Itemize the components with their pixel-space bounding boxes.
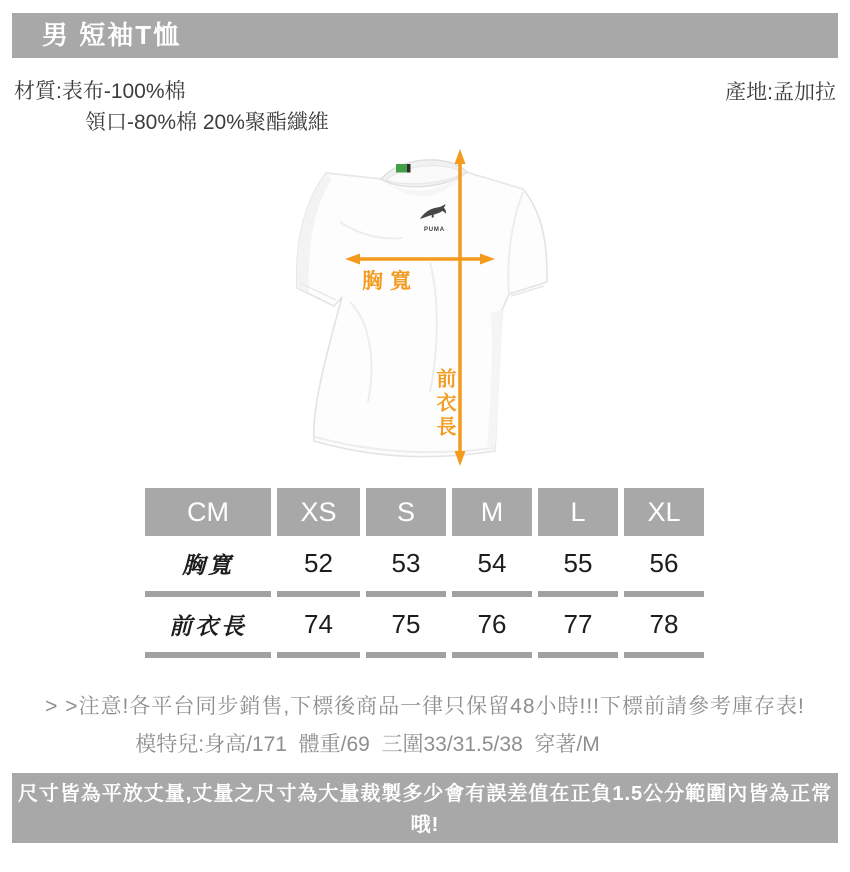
table-header-s: S xyxy=(366,488,446,536)
chest-value-s: 53 xyxy=(391,548,421,578)
arrowhead-up xyxy=(455,149,466,164)
title-bar xyxy=(12,13,838,58)
chest-value-m: 54 xyxy=(477,548,507,578)
table-divider xyxy=(145,652,271,658)
chest-value-xs: 52 xyxy=(304,548,333,578)
arrowhead-down xyxy=(455,451,466,466)
length-value-l: 77 xyxy=(563,609,593,639)
length-value-xl: 78 xyxy=(649,609,679,639)
chest-value-l: 55 xyxy=(563,548,593,578)
neck-tag xyxy=(396,164,411,173)
origin-info: 產地:孟加拉 xyxy=(725,81,836,104)
disclaimer-bar xyxy=(12,773,838,867)
disclaimer-line-2: 因拍照光線及螢幕顯示略有色差,顏色以實物為準。 xyxy=(190,845,660,867)
model-info: 模特兒:身高/171 體重/69 三圍33/31.5/38 穿著/M xyxy=(135,733,600,756)
notice-text: > >注意!各平台同步銷售,下標後商品一律只保留48小時!!!下標前請參考庫存表! xyxy=(45,695,805,718)
front-length-label: 前衣長 xyxy=(433,368,455,440)
table-header-l: L xyxy=(538,488,618,536)
table-header-cm: CM xyxy=(145,488,271,536)
row-label-length: 前衣長 xyxy=(169,613,247,639)
table-divider xyxy=(452,652,532,658)
tshirt-body xyxy=(297,172,547,457)
length-value-s: 75 xyxy=(391,609,421,639)
length-value-m: 76 xyxy=(477,609,507,639)
disclaimer-line-1: 尺寸皆為平放丈量,丈量之尺寸為大量裁製多少會有誤差值在正負1.5公分範圍內皆為正常哦! xyxy=(17,783,833,836)
chest-width-label: 胸寬 xyxy=(362,270,418,293)
table-header-xs: XS xyxy=(277,488,360,536)
material-line-2: 領口-80%棉 20%聚酯纖維 xyxy=(85,111,329,134)
material-info xyxy=(14,76,329,138)
table-divider xyxy=(538,652,618,658)
puma-logo-text: PUMA xyxy=(424,227,445,233)
table-header-xl: XL xyxy=(624,488,704,536)
material-line-1: 材質:表布-100%棉 xyxy=(14,80,186,103)
length-value-xs: 74 xyxy=(304,609,333,639)
size-table xyxy=(145,488,704,658)
table-divider xyxy=(277,652,360,658)
page-title: 男 短袖T恤 xyxy=(42,20,182,50)
chest-value-xl: 56 xyxy=(649,548,679,578)
table-header-m: M xyxy=(452,488,532,536)
table-divider xyxy=(366,652,446,658)
table-divider xyxy=(624,652,704,658)
row-label-chest: 胸寬 xyxy=(182,552,234,578)
